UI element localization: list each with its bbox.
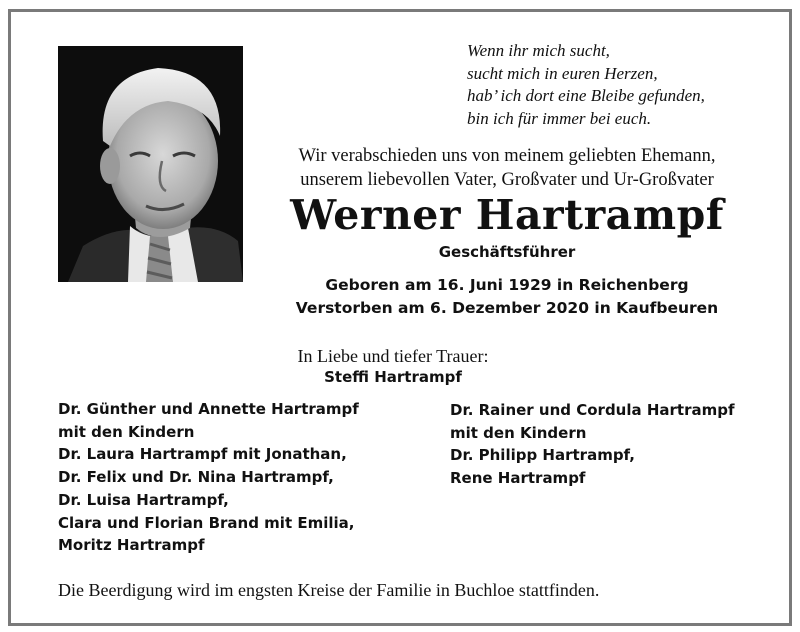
family-entry: Dr. Günther und Annette Hartrampf	[58, 400, 359, 418]
poem-line: sucht mich in euren Herzen,	[467, 63, 658, 83]
deceased-name: Werner Hartrampf	[290, 191, 724, 239]
family-entry: Dr. Laura Hartrampf mit Jonathan,	[58, 445, 347, 464]
portrait-photo	[58, 46, 243, 282]
intro-line: unserem liebevollen Vater, Großvater und Ur-Großvater	[300, 170, 714, 190]
family-entry: mit den Kindern	[450, 423, 587, 442]
family-entry: Dr. Rainer und Cordula Hartrampf	[450, 401, 735, 419]
poem-line: hab’ ich dort eine Bleibe gefunden,	[467, 86, 705, 105]
widow-name: Steffi Hartrampf	[324, 368, 462, 386]
family-entry: Clara und Florian Brand mit Emilia,	[58, 513, 355, 532]
mourning-line: In Liebe und tiefer Trauer:	[297, 346, 489, 366]
family-entry: Rene Hartrampf	[450, 469, 586, 488]
family-list-left	[58, 398, 359, 557]
poem-line: bin ich für immer bei euch.	[467, 108, 652, 128]
family-list-right	[450, 399, 735, 490]
family-entry: mit den Kindern	[58, 422, 195, 441]
family-entry: Dr. Luisa Hartrampf,	[58, 490, 229, 509]
family-entry: Moritz Hartrampf	[58, 536, 205, 555]
deceased-role: Geschäftsführer	[438, 243, 576, 261]
life-dates	[252, 274, 762, 320]
funeral-note: Die Beerdigung wird im engsten Kreise der Familie in Buchloe stattfinden.	[58, 580, 600, 600]
family-entry: Dr. Felix und Dr. Nina Hartrampf,	[58, 468, 334, 487]
family-entry: Dr. Philipp Hartrampf,	[450, 446, 635, 465]
intro-line: Wir verabschieden uns von meinem geliebten Ehemann,	[298, 146, 716, 166]
poem	[467, 40, 767, 130]
birth-line: Geboren am 16. Juni 1929 in Reichenberg	[325, 276, 689, 294]
death-line: Verstorben am 6. Dezember 2020 in Kaufbeuren	[295, 299, 719, 317]
poem-line: Wenn ihr mich sucht,	[467, 41, 610, 60]
